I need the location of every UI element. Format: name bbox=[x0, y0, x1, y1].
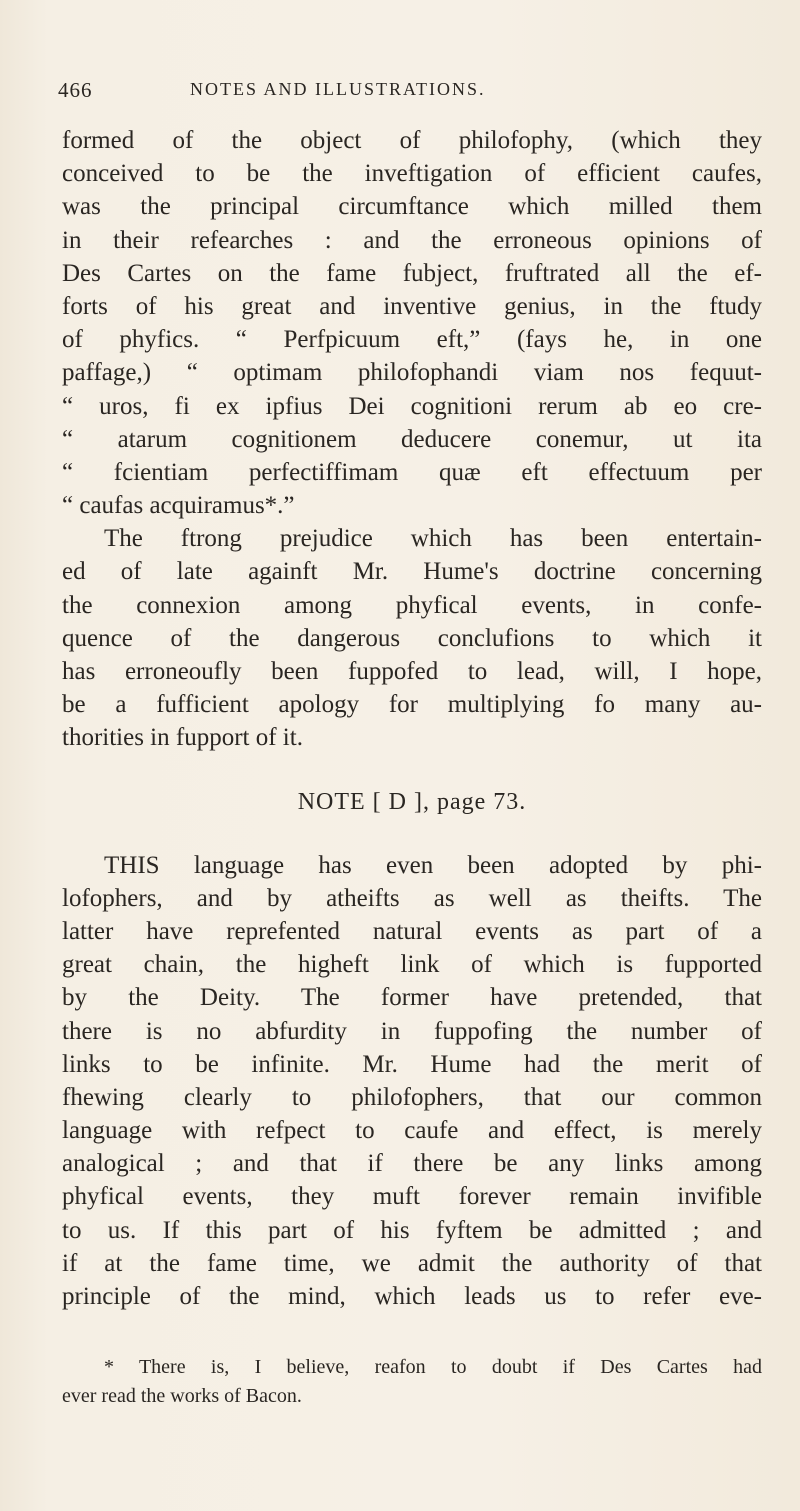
paragraph-prejudice bbox=[62, 522, 762, 754]
text-line: Des Cartes on the fame fubject, fruftrated all the ef- bbox=[62, 259, 762, 287]
text-line: “ uros, fi ex ipfius Dei cognitioni rerum ab eo cre- bbox=[62, 392, 762, 420]
footnote-line: * There is, I believe, reafon to doubt if Des Cartes had bbox=[104, 1356, 762, 1379]
footnote bbox=[62, 1353, 762, 1411]
text-line: there is no abfurdity in fuppofing the number of bbox=[62, 1017, 762, 1045]
text-line: latter have reprefented natural events as part of a bbox=[62, 917, 762, 945]
paragraph-continued bbox=[62, 124, 762, 522]
paragraph-note-d bbox=[62, 849, 762, 1314]
text-line: links to be infinite. Mr. Hume had the merit of bbox=[62, 1050, 762, 1078]
text-line: if at the fame time, we admit the authority of that bbox=[62, 1249, 762, 1277]
text-line: ed of late againft Mr. Hume's doctrine concerning bbox=[62, 558, 762, 586]
text-line: fhewing clearly to philofophers, that our common bbox=[62, 1083, 762, 1111]
text-line: “ caufas acquiramus*.” bbox=[62, 492, 295, 520]
text-line: in their refearches : and the erroneous opinions of bbox=[62, 226, 762, 254]
text-line: of phyfics. “ Perfpicuum eft,” (fays he, in one bbox=[62, 326, 762, 354]
text-line: be a fufficient apology for multiplying fo many au- bbox=[62, 691, 762, 719]
footnote-line: ever read the works of Bacon. bbox=[62, 1385, 302, 1408]
text-line: “ fcientiam perfectiffimam quæ eft effectuum per bbox=[62, 458, 762, 486]
text-line: THIS language has even been adopted by phi- bbox=[104, 851, 762, 879]
text-line: has erroneoufly been fuppofed to lead, will, I hope, bbox=[62, 658, 762, 685]
note-heading: NOTE [ D ], page 73. bbox=[297, 788, 527, 815]
text-line: thorities in fupport of it. bbox=[62, 724, 303, 752]
text-line: The ftrong prejudice which has been entertain- bbox=[104, 525, 762, 553]
text-line: phyfical events, they muft forever remain invifible bbox=[62, 1183, 762, 1211]
text-line: the connexion among phyfical events, in confe- bbox=[62, 591, 762, 619]
text-line: language with refpect to caufe and effect, is merely bbox=[62, 1117, 762, 1145]
text-line: quence of the dangerous conclufions to which it bbox=[62, 624, 762, 652]
body-text bbox=[62, 124, 762, 1411]
text-line: conceived to be the inveftigation of efficient caufes, bbox=[62, 160, 762, 188]
text-line: great chain, the higheft link of which is fupported bbox=[62, 951, 762, 979]
text-line: “ atarum cognitionem deducere conemur, ut ita bbox=[62, 425, 762, 453]
text-line: paffage,) “ optimam philofophandi viam nos fequut- bbox=[62, 359, 762, 387]
text-line: forts of his great and inventive genius, in the ftudy bbox=[62, 292, 762, 320]
text-line: by the Deity. The former have pretended, that bbox=[62, 984, 762, 1012]
spacer bbox=[62, 1313, 762, 1353]
text-line: formed of the object of philofophy, (which they bbox=[62, 127, 762, 154]
running-head bbox=[58, 78, 758, 108]
spacer bbox=[62, 755, 762, 785]
text-line: to us. If this part of his fyftem be admitted ; and bbox=[62, 1216, 762, 1244]
spacer bbox=[62, 819, 762, 849]
running-title: NOTES AND ILLUSTRATIONS. bbox=[190, 79, 486, 99]
text-line: was the principal circumftance which milled them bbox=[62, 193, 762, 221]
text-line: lofophers, and by atheifts as well as theifts. The bbox=[62, 884, 762, 912]
text-line: analogical ; and that if there be any links among bbox=[62, 1150, 762, 1178]
text-line: principle of the mind, which leads us to refer eve- bbox=[62, 1283, 762, 1310]
page-number: 466 bbox=[58, 78, 93, 102]
